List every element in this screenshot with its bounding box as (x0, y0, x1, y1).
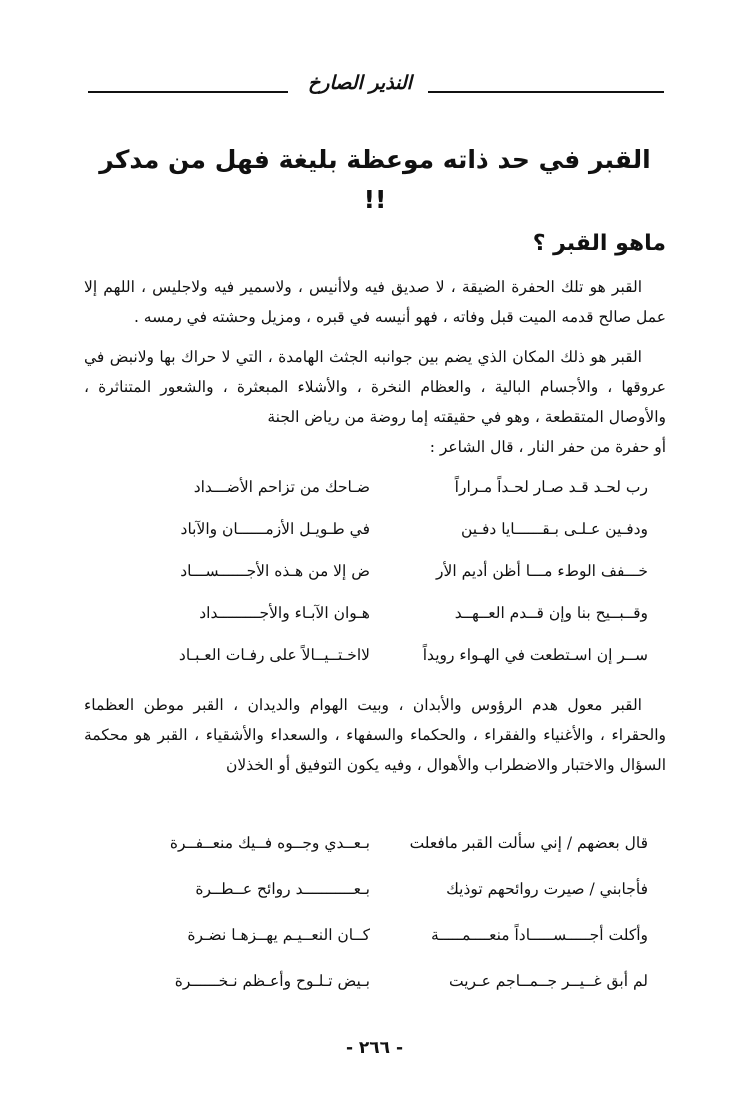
main-heading: القبر في حد ذاته موعظة بليغة فهل من مدكر !! (99, 145, 651, 214)
verse-first-hemistich: قال بعضهم / إني سألت القبر مافعلت (409, 834, 648, 852)
verse-first-hemistich: ودفـين عـلـى بـقــــــايا دفـين (460, 520, 648, 538)
paragraph-2: القبر هو ذلك المكان الذي يضم بين جوانبه الجثث الهامدة ، التي لا حراك بها ولانبض في عروقها ، والأجسام البالية ، والعظام النخرة ، والأشلاء المبعثرة ، والشعور المتناثرة ، والأوصال المتقطعة ، وهو في حقيقته إما روضة من رياض الجنة (84, 348, 666, 426)
verse-first-hemistich: ســر إن اسـتطعت في الهـواء رويداً (422, 646, 648, 664)
verse-second-hemistich: كــان النعــيـم يهــزهـا نضـرة (187, 926, 370, 944)
poem-verse (84, 592, 666, 634)
poem-verse (84, 550, 666, 592)
poem-verse (84, 634, 666, 676)
paragraph-1: القبر هو تلك الحفرة الضيقة ، لا صديق فيه ولاأنيس ، ولاسمير فيه ولاجليس ، اللهم إلا عمل صالح قدمه الميت قبل وفاته ، فهو أنيسه في قبره ، ومزيل وحشته في رمسه . (84, 278, 666, 326)
page-number: - ٢٦٦ - (345, 1038, 404, 1058)
verse-second-hemistich: هـوان الآبـاء والأجـــــــــداد (199, 604, 370, 622)
verse-second-hemistich: بـيض تـلـوح وأعـظم نـخــــــرة (174, 972, 370, 990)
verse-first-hemistich: فأجابني / صيرت روائحهم توذيك (446, 880, 648, 898)
verse-second-hemistich: بـعـــــــــــد روائح عــطــرة (195, 880, 370, 898)
verse-second-hemistich: ض إلا من هـذه الأجــــــســـاد (180, 562, 370, 580)
poem-1 (84, 466, 666, 676)
paragraph-2-tail: أو حفرة من حفر النار ، قال الشاعر : (429, 438, 666, 456)
sub-heading: ماهو القبر ؟ (532, 231, 666, 256)
running-header (88, 70, 664, 98)
verse-first-hemistich: لم أبق غــيــر جــمــاجم عـريت (449, 972, 648, 990)
paragraph-3: القبر معول هدم الرؤوس والأبدان ، وبيت الهوام والديدان ، القبر موطن العظماء والحقراء ، والأغنياء والفقراء ، والحكماء والسفهاء ، والسعداء والأشقياء ، القبر هو محكمة السؤال والاختبار والاضطراب والأهوال ، وفيه يكون التوفيق أو الخذلان (84, 696, 666, 774)
poem-2 (84, 820, 666, 1004)
verse-second-hemistich: ضـاحك من تزاحم الأضـــداد (193, 478, 370, 496)
poem-verse (84, 820, 666, 866)
running-title: النذير الصارخ (308, 72, 412, 94)
header-rule-right (428, 91, 664, 93)
verse-first-hemistich: وأكلت أجـــــســـــاداً منعــــمـــــة (430, 926, 648, 944)
verse-second-hemistich: في طـويـل الأزمــــــان والآباد (180, 520, 370, 538)
verse-second-hemistich: بـعــدي وجــوه فــيك منعــفــرة (169, 834, 370, 852)
poem-verse (84, 866, 666, 912)
verse-first-hemistich: رب لحـد قـد صـار لحـداً مـراراً (454, 478, 648, 496)
poem-verse (84, 466, 666, 508)
page-content (84, 140, 666, 1004)
verse-first-hemistich: خـــفف الوطء مـــا أظن أديم الأر (436, 562, 648, 580)
poem-verse (84, 958, 666, 1004)
poem-verse (84, 508, 666, 550)
verse-first-hemistich: وقــبــيح بنا وإن قــدم العــهــد (454, 604, 648, 622)
verse-second-hemistich: لااخـتــيــالاً على رفـات العـبـاد (178, 646, 370, 664)
header-rule-left (88, 91, 288, 93)
poem-verse (84, 912, 666, 958)
